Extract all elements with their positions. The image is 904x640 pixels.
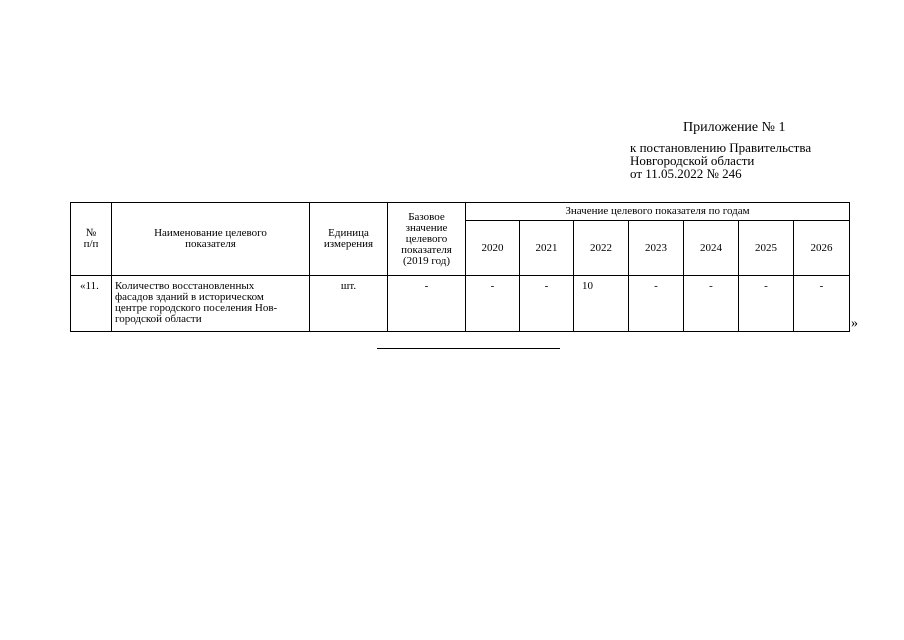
- header-year: 2020: [466, 221, 520, 276]
- row-value-2024: -: [684, 276, 739, 332]
- row-value-2021: -: [520, 276, 574, 332]
- row-unit: шт.: [310, 276, 388, 332]
- indicators-table: [70, 202, 850, 332]
- header-year: 2025: [739, 221, 794, 276]
- row-value-2025: -: [739, 276, 794, 332]
- row-value-2026: -: [794, 276, 850, 332]
- appendix-title: Приложение № 1: [683, 120, 786, 135]
- divider-line: [377, 348, 560, 349]
- row-value-2022: 10: [574, 276, 629, 332]
- appendix-date-line: от 11.05.2022 № 246: [630, 166, 742, 181]
- appendix-region-line: Новгородской области: [630, 153, 755, 168]
- header-year: 2026: [794, 221, 850, 276]
- row-number: «11.: [71, 276, 112, 332]
- closing-quote: »: [851, 316, 858, 331]
- row-value-2023: -: [629, 276, 684, 332]
- header-unit: Единица измерения: [310, 203, 388, 276]
- header-years-group: Значение целевого показателя по годам: [466, 203, 850, 221]
- header-number: № п/п: [71, 203, 112, 276]
- row-indicator-name: Количество восстановленных фасадов зданий в историческом центре городского поселения Нов- городской области: [112, 276, 310, 332]
- header-base-value: Базовое значение целевого показателя (2019 год): [388, 203, 466, 276]
- table-row: [71, 276, 850, 332]
- header-name: Наименование целевого показателя: [112, 203, 310, 276]
- appendix-header: [630, 120, 890, 180]
- header-year: 2023: [629, 221, 684, 276]
- header-year: 2024: [684, 221, 739, 276]
- appendix-resolution-line: к постановлению Правительства: [630, 140, 812, 155]
- row-base-value: -: [388, 276, 466, 332]
- header-year: 2022: [574, 221, 629, 276]
- table-header-row: [71, 203, 850, 221]
- header-year: 2021: [520, 221, 574, 276]
- row-value-2020: -: [466, 276, 520, 332]
